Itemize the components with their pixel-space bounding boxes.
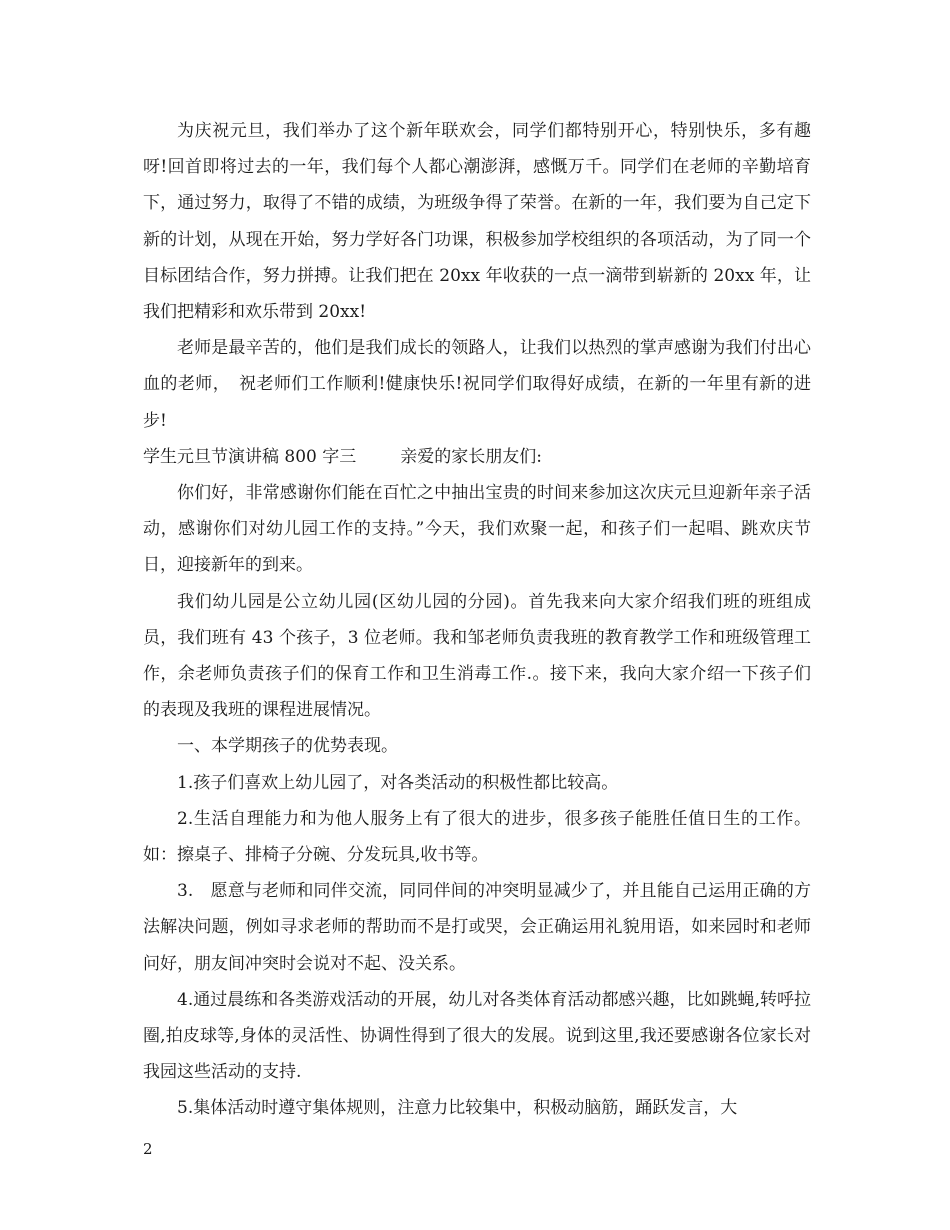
list-item-1: 1.孩子们喜欢上幼儿园了，对各类活动的积极性都比较高。	[177, 772, 619, 793]
list-item-5: 5.集体活动时遵守集体规则，注意力比较集中，积极动脑筋，踊跃发言，大	[177, 1098, 738, 1119]
list-heading: 一、本学期孩子的优势表现。	[177, 736, 398, 757]
section-title: 学生元旦节演讲稿 800 字三	[143, 446, 357, 467]
paragraph-kindergarten-intro: 我们幼儿园是公立幼儿园(区幼儿园的分园)。首先我来向大家介绍我们班的班组成员，我们班有 43 个孩子，3 位老师。我和邹老师负责我班的教育教学工作和班级管理工作，余老师负责孩子们的保育工作和卫生消毒工作.。接下来，我向大家介绍一下孩子们的表现及我班的课程进展情况。	[143, 591, 811, 721]
page-number: 2	[143, 1140, 153, 1158]
section-heading	[143, 439, 811, 475]
document-body	[143, 113, 811, 1127]
paragraph-celebration: 为庆祝元旦，我们举办了这个新年联欢会，同学们都特别开心，特别快乐，多有趣呀!回首即将过去的一年，我们每个人都心潮澎湃，感慨万千。同学们在老师的辛勤培育下，通过努力，取得了不错的成绩，为班级争得了荣誉。在新的一年，我们要为自己定下新的计划，从现在开始，努力学好各门功课，积极参加学校组织的各项活动，为了同一个目标团结合作，努力拼搏。让我们把在 20xx 年收获的一点一滴带到崭新的 20xx 年，让我们把精彩和欢乐带到 20xx!	[143, 121, 811, 323]
list-item-2: 2.生活自理能力和为他人服务上有了很大的进步，很多孩子能胜任值日生的工作。如：擦桌子、排椅子分碗、分发玩具,收书等。	[143, 808, 811, 866]
list-item-4: 4.通过晨练和各类游戏活动的开展，幼儿对各类体育活动都感兴趣，比如跳蝇,转呼拉圈,拍皮球等,身体的灵活性、协调性得到了很大的发展。说到这里,我还要感谢各位家长对我园这些活动的支持.	[143, 989, 811, 1083]
greeting: 亲爱的家长朋友们:	[400, 446, 542, 467]
paragraph-teachers: 老师是最辛苦的，他们是我们成长的领路人，让我们以热烈的掌声感谢为我们付出心血的老师， 祝老师们工作顺利!健康快乐!祝同学们取得好成绩，在新的一年里有新的进步!	[143, 338, 811, 431]
paragraph-welcome: 你们好，非常感谢你们能在百忙之中抽出宝贵的时间来参加这次庆元旦迎新年亲子活动，感谢你们对幼儿园工作的支持。”今天，我们欢聚一起，和孩子们一起唱、跳欢庆节日，迎接新年的到来。	[143, 483, 811, 576]
list-item-3: 3. 愿意与老师和同伴交流，同同伴间的冲突明显减少了，并且能自己运用正确的方法解决问题，例如寻求老师的帮助而不是打或哭，会正确运用礼貌用语，如来园时和老师问好，朋友间冲突时会说对不起、没关系。	[143, 881, 811, 974]
